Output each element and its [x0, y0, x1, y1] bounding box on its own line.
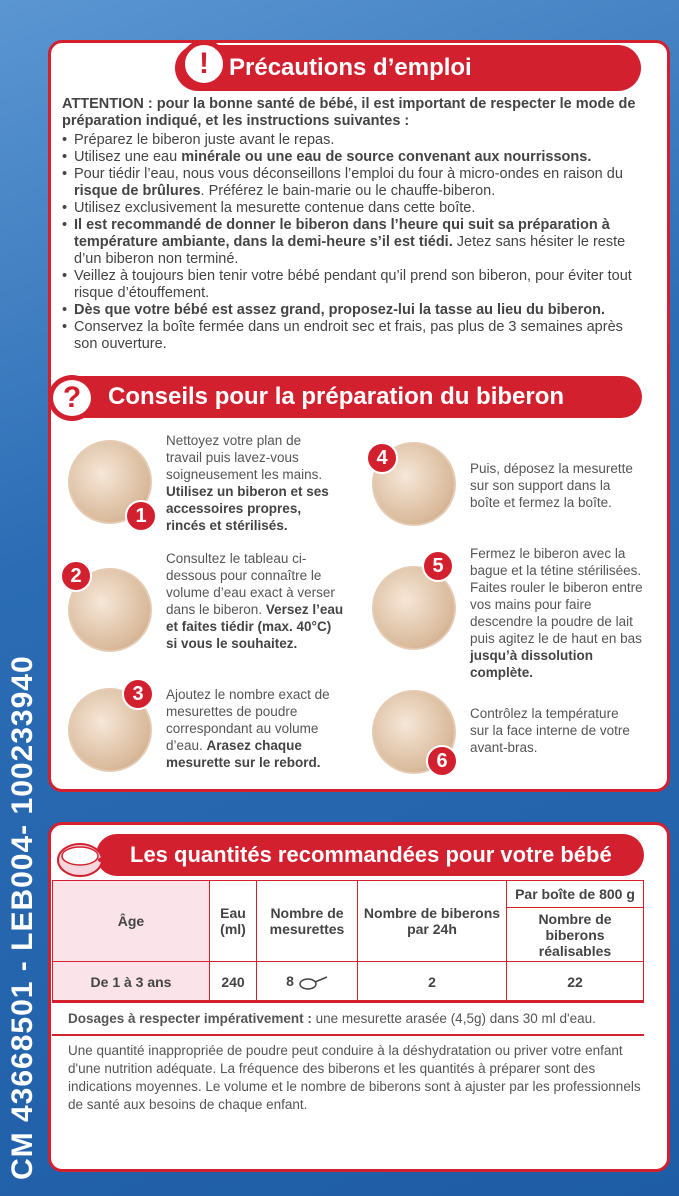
step-6-number: 6 [426, 745, 458, 777]
bottles-per-day-header: Nombre de biberons par 24h [358, 881, 507, 962]
note-text: Une quantité inappropriée de poudre peut conduire à la déshydratation ou priver votre enfant d'une nutrition adéquate. La fréquence des biberons et les quantités à préparer sont des indications moyennes. Le volume et le nombre de biberons sont à ajuster par les professionnels de santé aux besoins de chaque enfant. [68, 1043, 641, 1112]
conseils-title: Conseils pour la préparation du biberon [108, 383, 565, 410]
water-cell: 240 [210, 962, 257, 1003]
step-1-text: Nettoyez votre plan de travail puis lavez-vous soigneusement les mains. Utilisez un biberon et ses accessoires propres, rincés et stérilisés. [166, 433, 329, 533]
quantities-title: Les quantités recommandées pour votre bébé [130, 842, 612, 867]
water-header: Eau (ml) [210, 881, 257, 962]
list-item: • Il est recommandé de donner le biberon dans l’heure qui suit sa préparation à température ambiante, dans la demi-heure s’il est tiédi. Jetez sans hésiter le reste d’un biberon non terminé. [74, 217, 642, 268]
table-header-row [53, 881, 644, 908]
quantities-header [96, 834, 644, 876]
list-item: • Préparez le biberon juste avant le repas. [74, 132, 642, 149]
step-5-number: 5 [422, 550, 454, 582]
precautions-text [62, 96, 642, 353]
bottles-per-box-header: Nombre de biberons réalisables [507, 908, 644, 962]
bottles-per-box-cell: 22 [507, 962, 644, 1003]
step-5-text: Fermez le biberon avec la bague et la tétine stérilisées. Faites rouler le biberon entre vos mains pour faire descendre la poudre de lait puis agitez le de haut en bas jusqu’à dissolution complète. [470, 546, 643, 680]
list-item: • Utilisez une eau minérale ou une eau de source convenant aux nourrissons. [74, 149, 642, 166]
bottles-per-day-cell: 2 [358, 962, 507, 1003]
step-2-number: 2 [60, 560, 92, 592]
product-code: CM 43668501 - LEB004- 100233940 [6, 655, 39, 1180]
table-row [53, 962, 644, 1003]
scoop-icon [298, 975, 328, 991]
quantities-table [52, 880, 644, 1003]
precautions-title: Précautions d’emploi [229, 54, 472, 81]
age-header: Âge [53, 881, 210, 962]
step-3-number: 3 [122, 678, 154, 710]
dosage-text: Dosages à respecter impérativement : une mesurette arasée (4,5g) dans 30 ml d'eau. [68, 1011, 596, 1026]
per-box-header: Par boîte de 800 g [507, 881, 644, 908]
step-2-text: Consultez le tableau ci-dessous pour connaître le volume d’eau exact à verser dans le biberon. Versez l’eau et faites tiédir (max. 40°C) si vous le souhaitez. [166, 551, 344, 651]
age-cell: De 1 à 3 ans [53, 962, 210, 1003]
scoops-cell [257, 962, 358, 1003]
step-3-text: Ajoutez le nombre exact de mesurettes de poudre correspondant au volume d’eau. Arasez chaque mesurette sur le rebord. [166, 687, 330, 770]
attention-text: ATTENTION : pour la bonne santé de bébé, il est important de respecter le mode de préparation indiqué, et les instructions suivantes : [62, 96, 636, 129]
conseils-header [52, 376, 642, 418]
list-item: • Dès que votre bébé est assez grand, proposez-lui la tasse au lieu du biberon. [74, 302, 642, 319]
scoops-header: Nombre de mesurettes [257, 881, 358, 962]
list-item: • Veillez à toujours bien tenir votre bébé pendant qu’il prend son biberon, pour éviter tout risque d’étouffement. [74, 268, 642, 302]
precautions-header [175, 45, 641, 91]
step-4-number: 4 [366, 442, 398, 474]
divider [52, 1034, 644, 1036]
list-item: • Conservez la boîte fermée dans un endroit sec et frais, pas plus de 3 semaines après son ouverture. [74, 319, 642, 353]
step-1-number: 1 [125, 500, 157, 532]
scoops-value: 8 [286, 973, 294, 990]
scoop-icon [54, 838, 124, 882]
question-icon: ? [48, 375, 96, 421]
divider [52, 1000, 644, 1002]
step-4-text: Puis, déposez la mesurette sur son support dans la boîte et fermez la boîte. [470, 461, 633, 510]
list-item: • Pour tiédir l’eau, nous vous déconseillons l’emploi du four à micro-ondes en raison du risque de brûlures. Préférez le bain-marie ou le chauffe-biberon. [74, 166, 642, 200]
exclamation-icon: ! [180, 40, 228, 88]
list-item: • Utilisez exclusivement la mesurette contenue dans cette boîte. [74, 200, 642, 217]
precautions-list [62, 132, 642, 353]
step-6-text: Contrôlez la température sur la face interne de votre avant-bras. [470, 706, 630, 755]
